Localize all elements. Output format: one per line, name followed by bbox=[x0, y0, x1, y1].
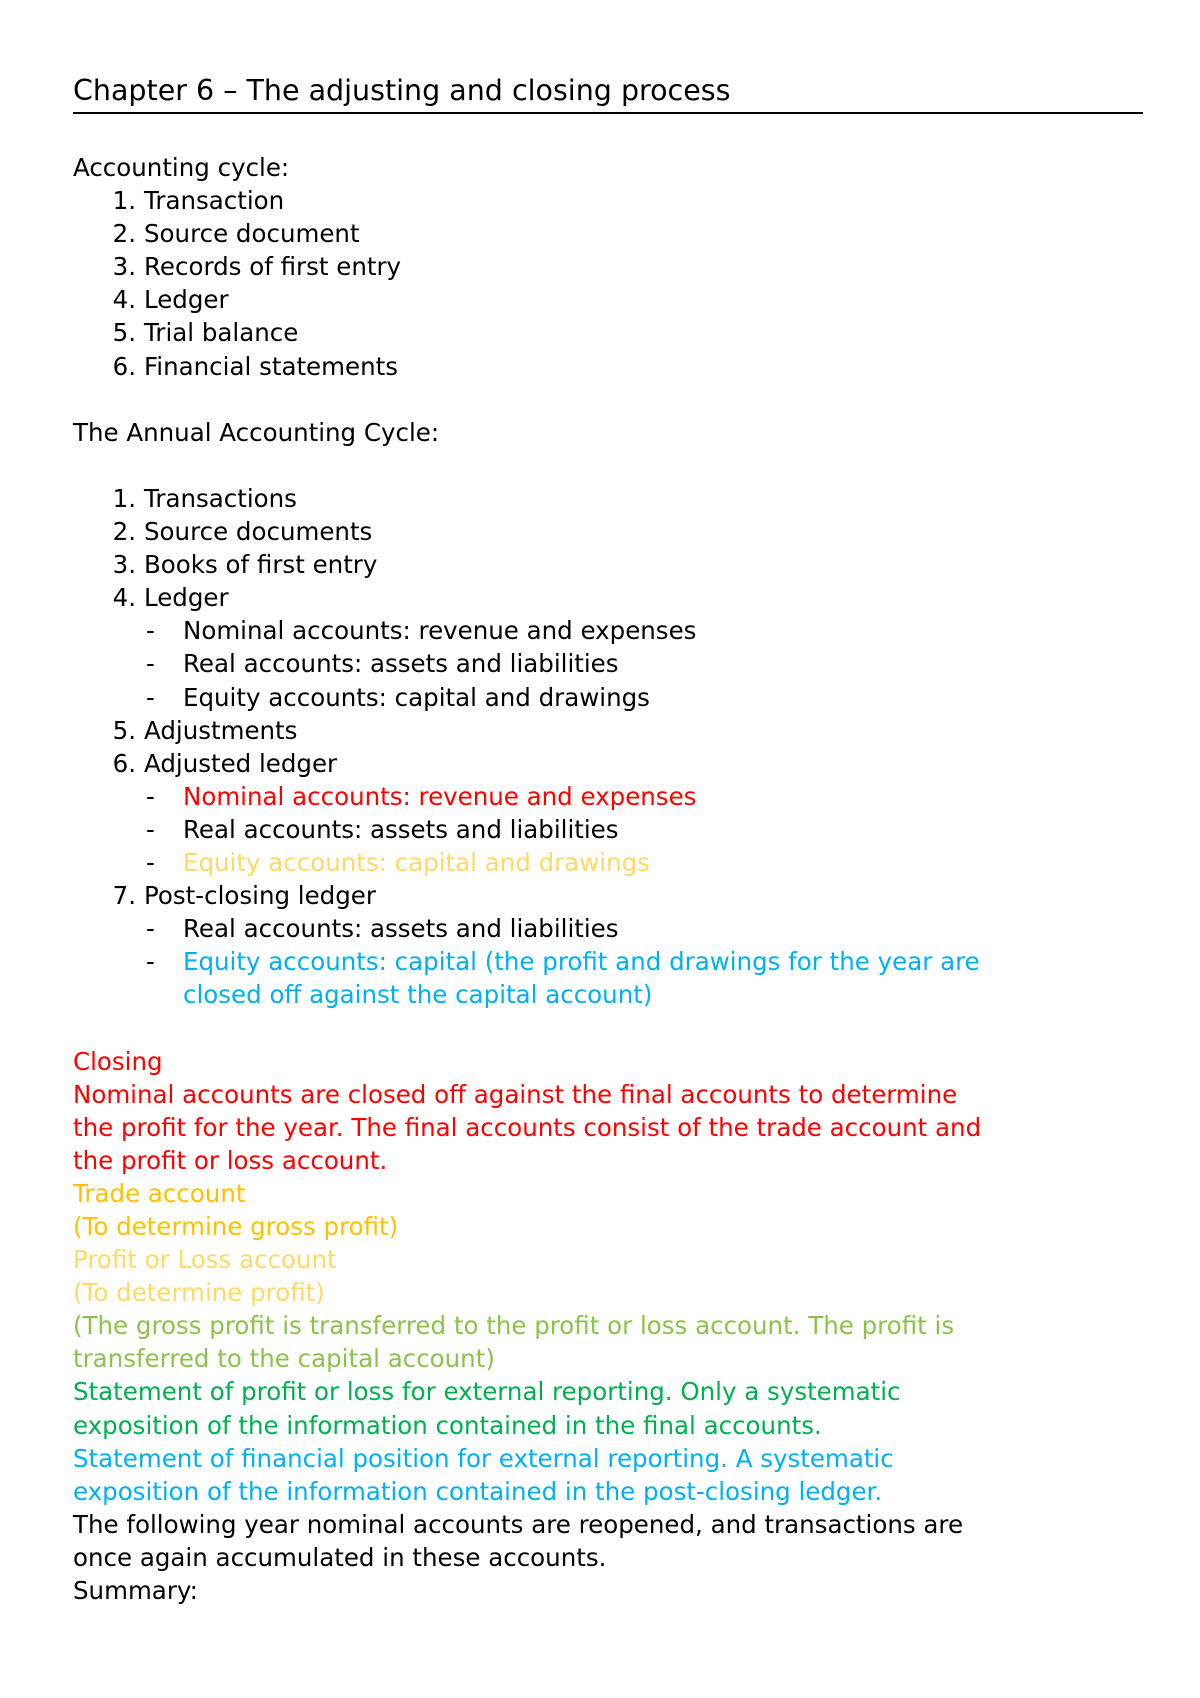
list-item: 2. Source documents bbox=[112, 517, 373, 547]
pl-account-label: Profit or Loss account bbox=[73, 1245, 337, 1275]
sub-list-item: - Equity accounts: capital and drawings bbox=[146, 847, 650, 877]
sub-list-item: - Real accounts: assets and liabilities bbox=[146, 914, 619, 944]
accounting-cycle-heading: Accounting cycle: bbox=[73, 153, 290, 182]
summary-heading: Summary: bbox=[73, 1576, 198, 1606]
list-item: 3. Books of first entry bbox=[112, 550, 378, 580]
trade-account-label: Trade account bbox=[73, 1178, 246, 1208]
list-item: 2. Source document bbox=[112, 219, 360, 249]
list-item: 3. Records of first entry bbox=[112, 252, 402, 282]
list-item: 6. Financial statements bbox=[112, 351, 398, 381]
reopen-line: The following year nominal accounts are reopened, and transactions are bbox=[73, 1509, 964, 1539]
sub-list-item: - Real accounts: assets and liabilities bbox=[146, 814, 619, 844]
list-item: 7. Post-closing ledger bbox=[112, 881, 376, 911]
sub-list-item: - Nominal accounts: revenue and expenses bbox=[146, 781, 697, 811]
document-body bbox=[73, 151, 1153, 1607]
annual-cycle-list bbox=[73, 482, 1153, 1012]
sub-list-item: - Nominal accounts: revenue and expenses bbox=[146, 616, 697, 646]
statement-pl-line: exposition of the information contained in the final accounts. bbox=[73, 1410, 822, 1440]
statement-pl-line: Statement of profit or loss for external reporting. Only a systematic bbox=[73, 1377, 901, 1407]
annual-cycle-heading: The Annual Accounting Cycle: bbox=[73, 417, 440, 447]
sub-list-item: - Real accounts: assets and liabilities bbox=[146, 649, 619, 679]
sub-list-item: - Equity accounts: capital and drawings bbox=[146, 682, 650, 712]
list-item: 4. Ledger bbox=[112, 285, 229, 315]
sub-list-item-continuation: closed off against the capital account) bbox=[183, 980, 653, 1010]
closing-text-line: Nominal accounts are closed off against the final accounts to determine bbox=[73, 1079, 958, 1109]
page-title: Chapter 6 – The adjusting and closing process bbox=[73, 70, 1143, 114]
statement-fp-line: Statement of financial position for external reporting. A systematic bbox=[73, 1443, 894, 1473]
closing-text-line: the profit or loss account. bbox=[73, 1145, 388, 1175]
list-item: 5. Trial balance bbox=[112, 318, 299, 348]
spacer bbox=[73, 383, 1153, 416]
list-item: 1. Transaction bbox=[112, 186, 285, 216]
trade-account-purpose: (To determine gross profit) bbox=[73, 1212, 399, 1241]
list-item: 1. Transactions bbox=[112, 483, 297, 513]
closing-section bbox=[73, 1045, 1153, 1608]
transfer-text-line: (The gross profit is transferred to the profit or loss account. The profit is bbox=[73, 1311, 955, 1341]
statement-fp-line: exposition of the information contained in the post-closing ledger. bbox=[73, 1476, 883, 1506]
accounting-cycle-list bbox=[73, 184, 1153, 383]
list-item: 6. Adjusted ledger bbox=[112, 748, 338, 778]
transfer-text-line: transferred to the capital account) bbox=[73, 1344, 495, 1374]
closing-text-line: the profit for the year. The final accounts consist of the trade account and bbox=[73, 1112, 982, 1142]
spacer bbox=[73, 1011, 1153, 1044]
spacer bbox=[73, 449, 1153, 482]
list-item: 5. Adjustments bbox=[112, 715, 298, 745]
list-item: 4. Ledger bbox=[112, 583, 229, 613]
pl-account-purpose: (To determine profit) bbox=[73, 1278, 325, 1308]
closing-heading: Closing bbox=[73, 1046, 163, 1076]
sub-list-item: - Equity accounts: capital (the profit and drawings for the year are bbox=[146, 947, 980, 977]
reopen-line: once again accumulated in these accounts. bbox=[73, 1542, 607, 1572]
